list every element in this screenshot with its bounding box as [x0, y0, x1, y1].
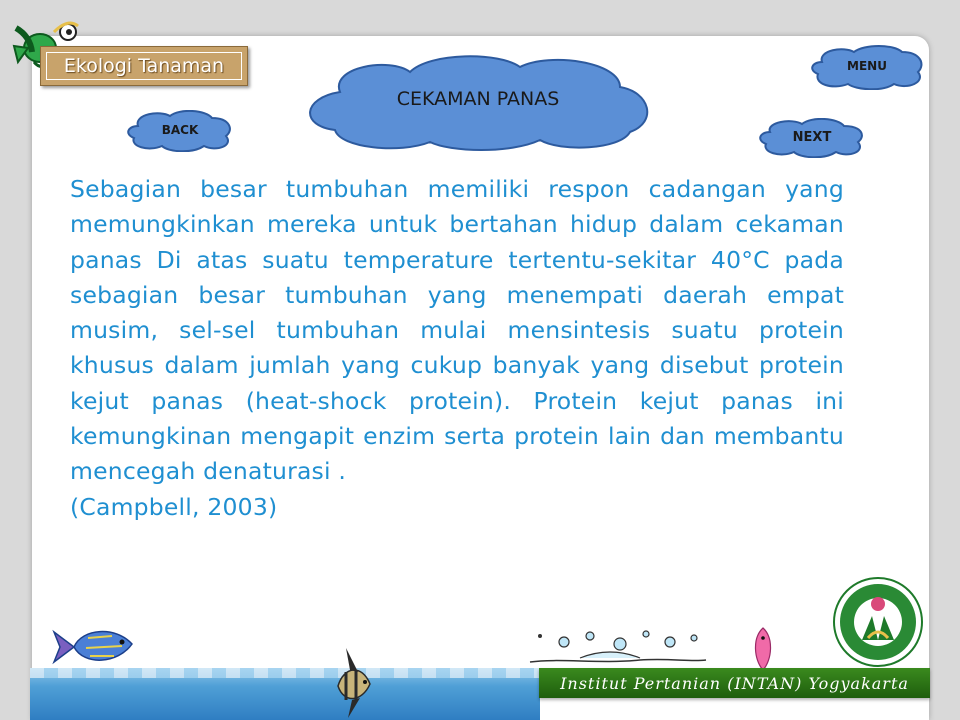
- menu-button[interactable]: [808, 44, 926, 90]
- page-heading: CEKAMAN PANAS: [396, 88, 560, 110]
- content-body: [70, 172, 844, 525]
- back-button-label: BACK: [161, 123, 199, 137]
- menu-button-label: MENU: [847, 59, 887, 73]
- water-splash-icon: [520, 628, 710, 668]
- next-button-label: NEXT: [792, 130, 832, 145]
- app-title-box: [40, 46, 248, 86]
- content-paragraph: Sebagian besar tumbuhan memiliki respon cadangan yang memungkinkan mereka untuk bertahan hidup dalam cekaman panas Di atas suatu temperature tertentu-sekitar 40°C pada sebagian besar tumbuhan yang menempati daerah empat musim, sel-sel tumbuhan mulai mensintesis suatu protein khusus dalam jumlah yang cukup banyak yang disebut protein kejut panas (heat-shock protein). Protein kejut panas ini kemungkinan mengapit enzim serta protein lain dan membantu mencegah denaturasi .: [70, 175, 844, 486]
- institute-logo-icon: [832, 576, 924, 668]
- heading-cloud: [300, 52, 656, 152]
- back-button[interactable]: [126, 110, 234, 152]
- next-button[interactable]: [758, 118, 866, 158]
- fish-icon: [52, 624, 138, 670]
- angelfish-icon: [332, 646, 376, 720]
- institute-banner: [539, 668, 930, 698]
- ocean-strip: [30, 668, 540, 720]
- institute-name: Institut Pertanian (INTAN) Yogyakarta: [560, 673, 909, 693]
- app-title: Ekologi Tanaman: [46, 52, 242, 80]
- content-citation: (Campbell, 2003): [70, 492, 278, 521]
